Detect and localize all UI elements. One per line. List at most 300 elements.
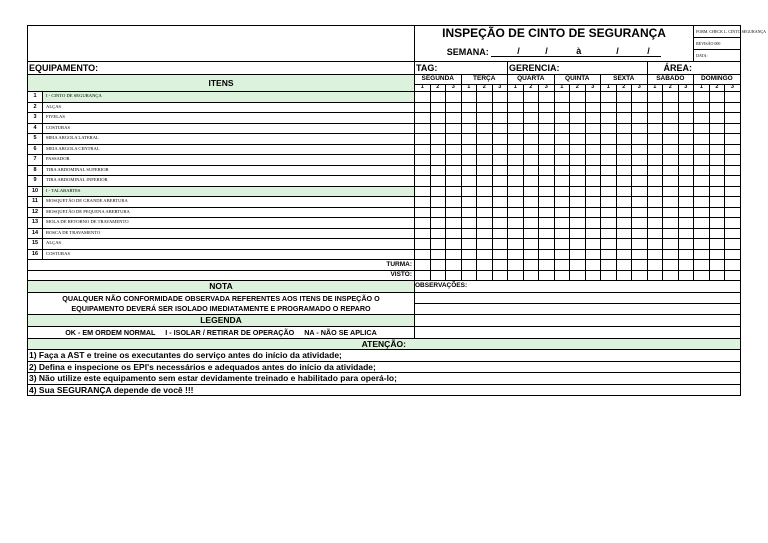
check-cell[interactable] — [694, 186, 710, 197]
check-cell[interactable] — [709, 102, 725, 113]
check-cell[interactable] — [523, 165, 539, 176]
check-cell[interactable] — [477, 123, 493, 134]
check-cell[interactable] — [632, 249, 648, 260]
turma-cell[interactable] — [616, 260, 632, 271]
check-cell[interactable] — [415, 155, 431, 166]
check-cell[interactable] — [709, 228, 725, 239]
check-cell[interactable] — [523, 155, 539, 166]
check-cell[interactable] — [477, 113, 493, 124]
check-cell[interactable] — [647, 186, 663, 197]
check-cell[interactable] — [430, 102, 446, 113]
check-cell[interactable] — [570, 239, 586, 250]
check-cell[interactable] — [647, 249, 663, 260]
visto-cell[interactable] — [663, 270, 679, 281]
check-cell[interactable] — [663, 113, 679, 124]
check-cell[interactable] — [663, 207, 679, 218]
check-cell[interactable] — [678, 123, 694, 134]
turma-cell[interactable] — [694, 260, 710, 271]
check-cell[interactable] — [446, 218, 462, 229]
check-cell[interactable] — [616, 92, 632, 103]
check-cell[interactable] — [725, 239, 741, 250]
check-cell[interactable] — [663, 144, 679, 155]
area-label[interactable]: ÁREA: — [647, 62, 740, 75]
check-cell[interactable] — [446, 134, 462, 145]
check-cell[interactable] — [647, 155, 663, 166]
turma-cell[interactable] — [461, 260, 477, 271]
check-cell[interactable] — [415, 239, 431, 250]
check-cell[interactable] — [415, 165, 431, 176]
check-cell[interactable] — [632, 155, 648, 166]
check-cell[interactable] — [647, 92, 663, 103]
check-cell[interactable] — [601, 165, 617, 176]
check-cell[interactable] — [694, 92, 710, 103]
check-cell[interactable] — [415, 197, 431, 208]
check-cell[interactable] — [694, 134, 710, 145]
check-cell[interactable] — [616, 155, 632, 166]
check-cell[interactable] — [492, 102, 508, 113]
check-cell[interactable] — [539, 102, 555, 113]
check-cell[interactable] — [570, 228, 586, 239]
check-cell[interactable] — [601, 144, 617, 155]
check-cell[interactable] — [725, 176, 741, 187]
check-cell[interactable] — [539, 176, 555, 187]
turma-cell[interactable] — [725, 260, 741, 271]
check-cell[interactable] — [601, 102, 617, 113]
check-cell[interactable] — [554, 176, 570, 187]
check-cell[interactable] — [616, 123, 632, 134]
check-cell[interactable] — [709, 239, 725, 250]
check-cell[interactable] — [647, 197, 663, 208]
check-cell[interactable] — [508, 218, 524, 229]
check-cell[interactable] — [616, 102, 632, 113]
check-cell[interactable] — [663, 228, 679, 239]
check-cell[interactable] — [415, 92, 431, 103]
check-cell[interactable] — [694, 113, 710, 124]
check-cell[interactable] — [554, 155, 570, 166]
check-cell[interactable] — [585, 123, 601, 134]
check-cell[interactable] — [523, 113, 539, 124]
check-cell[interactable] — [508, 176, 524, 187]
check-cell[interactable] — [678, 218, 694, 229]
visto-cell[interactable] — [477, 270, 493, 281]
check-cell[interactable] — [446, 239, 462, 250]
check-cell[interactable] — [601, 155, 617, 166]
check-cell[interactable] — [492, 186, 508, 197]
check-cell[interactable] — [539, 123, 555, 134]
check-cell[interactable] — [523, 134, 539, 145]
check-cell[interactable] — [446, 249, 462, 260]
check-cell[interactable] — [492, 218, 508, 229]
check-cell[interactable] — [523, 123, 539, 134]
turma-cell[interactable] — [585, 260, 601, 271]
check-cell[interactable] — [709, 197, 725, 208]
check-cell[interactable] — [632, 228, 648, 239]
check-cell[interactable] — [477, 155, 493, 166]
check-cell[interactable] — [585, 218, 601, 229]
check-cell[interactable] — [616, 197, 632, 208]
check-cell[interactable] — [477, 207, 493, 218]
check-cell[interactable] — [430, 155, 446, 166]
check-cell[interactable] — [461, 102, 477, 113]
check-cell[interactable] — [430, 186, 446, 197]
observations-label[interactable]: OBSERVAÇÕES: — [415, 281, 741, 293]
check-cell[interactable] — [663, 134, 679, 145]
check-cell[interactable] — [554, 144, 570, 155]
check-cell[interactable] — [477, 249, 493, 260]
turma-cell[interactable] — [492, 260, 508, 271]
check-cell[interactable] — [446, 144, 462, 155]
check-cell[interactable] — [430, 218, 446, 229]
check-cell[interactable] — [632, 207, 648, 218]
check-cell[interactable] — [601, 123, 617, 134]
check-cell[interactable] — [523, 197, 539, 208]
check-cell[interactable] — [725, 165, 741, 176]
check-cell[interactable] — [492, 92, 508, 103]
check-cell[interactable] — [430, 239, 446, 250]
check-cell[interactable] — [647, 123, 663, 134]
check-cell[interactable] — [601, 218, 617, 229]
check-cell[interactable] — [554, 239, 570, 250]
check-cell[interactable] — [570, 207, 586, 218]
check-cell[interactable] — [678, 134, 694, 145]
check-cell[interactable] — [430, 144, 446, 155]
check-cell[interactable] — [725, 144, 741, 155]
check-cell[interactable] — [585, 239, 601, 250]
check-cell[interactable] — [585, 228, 601, 239]
check-cell[interactable] — [709, 144, 725, 155]
check-cell[interactable] — [709, 113, 725, 124]
check-cell[interactable] — [632, 92, 648, 103]
check-cell[interactable] — [508, 144, 524, 155]
check-cell[interactable] — [616, 165, 632, 176]
check-cell[interactable] — [539, 207, 555, 218]
check-cell[interactable] — [570, 165, 586, 176]
check-cell[interactable] — [647, 218, 663, 229]
check-cell[interactable] — [694, 102, 710, 113]
observations-line[interactable] — [415, 315, 741, 327]
check-cell[interactable] — [539, 155, 555, 166]
check-cell[interactable] — [415, 218, 431, 229]
check-cell[interactable] — [415, 144, 431, 155]
check-cell[interactable] — [554, 228, 570, 239]
check-cell[interactable] — [678, 249, 694, 260]
check-cell[interactable] — [647, 134, 663, 145]
check-cell[interactable] — [492, 113, 508, 124]
check-cell[interactable] — [725, 92, 741, 103]
check-cell[interactable] — [508, 123, 524, 134]
check-cell[interactable] — [508, 207, 524, 218]
check-cell[interactable] — [539, 228, 555, 239]
check-cell[interactable] — [461, 165, 477, 176]
observations-line[interactable] — [415, 293, 741, 304]
check-cell[interactable] — [508, 186, 524, 197]
check-cell[interactable] — [647, 176, 663, 187]
visto-cell[interactable] — [570, 270, 586, 281]
check-cell[interactable] — [461, 123, 477, 134]
check-cell[interactable] — [632, 165, 648, 176]
check-cell[interactable] — [585, 207, 601, 218]
check-cell[interactable] — [430, 113, 446, 124]
check-cell[interactable] — [477, 144, 493, 155]
check-cell[interactable] — [616, 239, 632, 250]
check-cell[interactable] — [415, 123, 431, 134]
visto-cell[interactable] — [539, 270, 555, 281]
check-cell[interactable] — [554, 113, 570, 124]
turma-cell[interactable] — [632, 260, 648, 271]
check-cell[interactable] — [446, 165, 462, 176]
check-cell[interactable] — [601, 92, 617, 103]
check-cell[interactable] — [492, 134, 508, 145]
check-cell[interactable] — [585, 134, 601, 145]
check-cell[interactable] — [725, 113, 741, 124]
check-cell[interactable] — [632, 102, 648, 113]
check-cell[interactable] — [709, 123, 725, 134]
check-cell[interactable] — [492, 249, 508, 260]
check-cell[interactable] — [430, 134, 446, 145]
turma-cell[interactable] — [678, 260, 694, 271]
check-cell[interactable] — [601, 134, 617, 145]
check-cell[interactable] — [632, 134, 648, 145]
check-cell[interactable] — [585, 113, 601, 124]
check-cell[interactable] — [725, 197, 741, 208]
check-cell[interactable] — [585, 155, 601, 166]
check-cell[interactable] — [585, 92, 601, 103]
check-cell[interactable] — [554, 165, 570, 176]
check-cell[interactable] — [632, 144, 648, 155]
check-cell[interactable] — [523, 228, 539, 239]
check-cell[interactable] — [446, 102, 462, 113]
check-cell[interactable] — [647, 102, 663, 113]
check-cell[interactable] — [632, 239, 648, 250]
check-cell[interactable] — [539, 92, 555, 103]
turma-cell[interactable] — [663, 260, 679, 271]
visto-cell[interactable] — [554, 270, 570, 281]
check-cell[interactable] — [523, 207, 539, 218]
check-cell[interactable] — [415, 113, 431, 124]
check-cell[interactable] — [585, 165, 601, 176]
check-cell[interactable] — [694, 155, 710, 166]
check-cell[interactable] — [725, 186, 741, 197]
check-cell[interactable] — [663, 165, 679, 176]
check-cell[interactable] — [508, 113, 524, 124]
check-cell[interactable] — [523, 102, 539, 113]
check-cell[interactable] — [678, 102, 694, 113]
check-cell[interactable] — [554, 134, 570, 145]
check-cell[interactable] — [570, 186, 586, 197]
check-cell[interactable] — [678, 92, 694, 103]
check-cell[interactable] — [430, 176, 446, 187]
check-cell[interactable] — [554, 186, 570, 197]
check-cell[interactable] — [461, 155, 477, 166]
check-cell[interactable] — [508, 155, 524, 166]
visto-cell[interactable] — [585, 270, 601, 281]
check-cell[interactable] — [725, 228, 741, 239]
check-cell[interactable] — [601, 249, 617, 260]
check-cell[interactable] — [446, 197, 462, 208]
week-field[interactable] — [491, 47, 661, 57]
check-cell[interactable] — [694, 144, 710, 155]
turma-cell[interactable] — [709, 260, 725, 271]
check-cell[interactable] — [492, 176, 508, 187]
visto-cell[interactable] — [601, 270, 617, 281]
turma-cell[interactable] — [647, 260, 663, 271]
check-cell[interactable] — [647, 239, 663, 250]
check-cell[interactable] — [539, 239, 555, 250]
check-cell[interactable] — [694, 207, 710, 218]
check-cell[interactable] — [539, 249, 555, 260]
check-cell[interactable] — [508, 197, 524, 208]
check-cell[interactable] — [477, 176, 493, 187]
check-cell[interactable] — [632, 197, 648, 208]
check-cell[interactable] — [647, 207, 663, 218]
check-cell[interactable] — [523, 239, 539, 250]
check-cell[interactable] — [616, 176, 632, 187]
check-cell[interactable] — [415, 134, 431, 145]
check-cell[interactable] — [616, 228, 632, 239]
check-cell[interactable] — [508, 92, 524, 103]
check-cell[interactable] — [461, 228, 477, 239]
tag-label[interactable]: TAG: — [415, 62, 508, 75]
visto-cell[interactable] — [492, 270, 508, 281]
check-cell[interactable] — [663, 197, 679, 208]
check-cell[interactable] — [430, 207, 446, 218]
check-cell[interactable] — [477, 218, 493, 229]
check-cell[interactable] — [725, 123, 741, 134]
check-cell[interactable] — [415, 102, 431, 113]
equipment-label[interactable]: EQUIPAMENTO: — [28, 62, 415, 75]
check-cell[interactable] — [570, 92, 586, 103]
turma-cell[interactable] — [415, 260, 431, 271]
check-cell[interactable] — [694, 197, 710, 208]
check-cell[interactable] — [570, 176, 586, 187]
check-cell[interactable] — [585, 176, 601, 187]
check-cell[interactable] — [678, 228, 694, 239]
check-cell[interactable] — [430, 92, 446, 103]
visto-cell[interactable] — [694, 270, 710, 281]
check-cell[interactable] — [663, 249, 679, 260]
check-cell[interactable] — [694, 249, 710, 260]
check-cell[interactable] — [461, 92, 477, 103]
check-cell[interactable] — [585, 102, 601, 113]
check-cell[interactable] — [554, 207, 570, 218]
check-cell[interactable] — [415, 176, 431, 187]
visto-cell[interactable] — [415, 270, 431, 281]
visto-cell[interactable] — [725, 270, 741, 281]
check-cell[interactable] — [709, 207, 725, 218]
visto-cell[interactable] — [632, 270, 648, 281]
check-cell[interactable] — [446, 207, 462, 218]
check-cell[interactable] — [415, 207, 431, 218]
check-cell[interactable] — [539, 134, 555, 145]
check-cell[interactable] — [570, 155, 586, 166]
turma-cell[interactable] — [570, 260, 586, 271]
check-cell[interactable] — [461, 218, 477, 229]
check-cell[interactable] — [570, 218, 586, 229]
check-cell[interactable] — [601, 176, 617, 187]
check-cell[interactable] — [415, 249, 431, 260]
check-cell[interactable] — [725, 249, 741, 260]
check-cell[interactable] — [632, 113, 648, 124]
check-cell[interactable] — [678, 176, 694, 187]
check-cell[interactable] — [725, 134, 741, 145]
visto-cell[interactable] — [616, 270, 632, 281]
check-cell[interactable] — [477, 102, 493, 113]
check-cell[interactable] — [585, 186, 601, 197]
check-cell[interactable] — [446, 123, 462, 134]
check-cell[interactable] — [539, 144, 555, 155]
check-cell[interactable] — [461, 113, 477, 124]
check-cell[interactable] — [415, 228, 431, 239]
check-cell[interactable] — [477, 165, 493, 176]
check-cell[interactable] — [709, 92, 725, 103]
check-cell[interactable] — [539, 165, 555, 176]
check-cell[interactable] — [430, 123, 446, 134]
turma-cell[interactable] — [554, 260, 570, 271]
check-cell[interactable] — [430, 228, 446, 239]
check-cell[interactable] — [616, 144, 632, 155]
check-cell[interactable] — [446, 176, 462, 187]
check-cell[interactable] — [461, 144, 477, 155]
check-cell[interactable] — [616, 249, 632, 260]
visto-cell[interactable] — [430, 270, 446, 281]
check-cell[interactable] — [725, 102, 741, 113]
turma-cell[interactable] — [601, 260, 617, 271]
check-cell[interactable] — [477, 239, 493, 250]
check-cell[interactable] — [554, 249, 570, 260]
check-cell[interactable] — [725, 155, 741, 166]
check-cell[interactable] — [508, 134, 524, 145]
check-cell[interactable] — [523, 249, 539, 260]
check-cell[interactable] — [492, 207, 508, 218]
check-cell[interactable] — [709, 134, 725, 145]
check-cell[interactable] — [508, 102, 524, 113]
check-cell[interactable] — [694, 176, 710, 187]
check-cell[interactable] — [601, 113, 617, 124]
check-cell[interactable] — [492, 165, 508, 176]
check-cell[interactable] — [446, 155, 462, 166]
check-cell[interactable] — [523, 176, 539, 187]
check-cell[interactable] — [709, 176, 725, 187]
visto-cell[interactable] — [523, 270, 539, 281]
check-cell[interactable] — [632, 176, 648, 187]
check-cell[interactable] — [694, 239, 710, 250]
check-cell[interactable] — [663, 123, 679, 134]
check-cell[interactable] — [616, 113, 632, 124]
check-cell[interactable] — [678, 113, 694, 124]
check-cell[interactable] — [585, 249, 601, 260]
turma-cell[interactable] — [539, 260, 555, 271]
management-label[interactable]: GERENCIA: — [508, 62, 648, 75]
check-cell[interactable] — [477, 92, 493, 103]
check-cell[interactable] — [492, 197, 508, 208]
check-cell[interactable] — [694, 123, 710, 134]
turma-cell[interactable] — [477, 260, 493, 271]
check-cell[interactable] — [523, 218, 539, 229]
check-cell[interactable] — [508, 249, 524, 260]
check-cell[interactable] — [678, 144, 694, 155]
check-cell[interactable] — [415, 186, 431, 197]
check-cell[interactable] — [523, 144, 539, 155]
check-cell[interactable] — [446, 113, 462, 124]
visto-cell[interactable] — [461, 270, 477, 281]
check-cell[interactable] — [601, 207, 617, 218]
check-cell[interactable] — [570, 113, 586, 124]
check-cell[interactable] — [663, 92, 679, 103]
turma-cell[interactable] — [446, 260, 462, 271]
visto-cell[interactable] — [678, 270, 694, 281]
check-cell[interactable] — [539, 113, 555, 124]
check-cell[interactable] — [523, 186, 539, 197]
